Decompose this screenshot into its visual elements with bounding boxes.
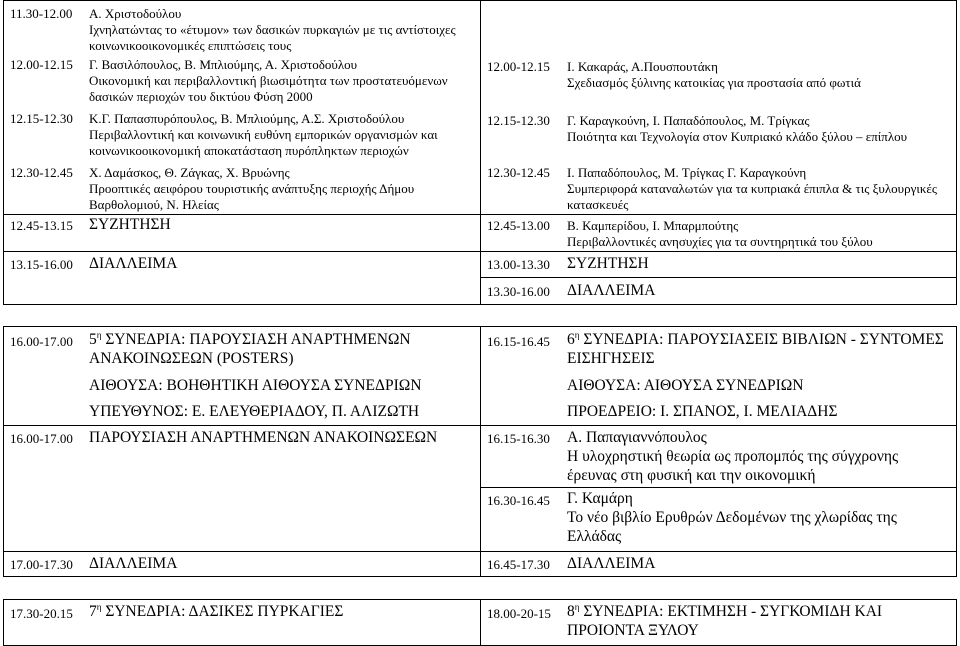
entry-b3-l2: Βαρθολομιού, Ν. Ηλείας (89, 197, 219, 212)
rule-v (3, 0, 4, 305)
rule-v (480, 214, 481, 252)
entry-l7-l2: έρευνας στη φυσική και την οικονομική (567, 467, 816, 484)
rule-v (480, 0, 481, 215)
discussion-label: ΣΥΖΗΤΗΣΗ (89, 216, 171, 233)
time-l9: 17.00-17.30 (10, 557, 73, 572)
time-b4: 12.00-12.15 (487, 59, 550, 74)
time-b7: 12.45-13.00 (487, 218, 550, 233)
rule-v (480, 252, 481, 305)
entry-b6-l1: Συμπεριφορά καταναλωτών για τα κυπριακά έπιπλα & τις ξυλουργικές (567, 181, 937, 196)
entry-b1-l2: δασικών περιοχών του δικτύου Φύση 2000 (89, 89, 313, 104)
entry-l7-l0: Α. Παπαγιαννόπουλος (567, 429, 707, 446)
entry-b7-l1: Περιβαλλοντικές ανησυχίες για τα συντηρητικά του ξύλου (567, 234, 873, 249)
entry-b2-l0: Κ.Γ. Παπασπυρόπουλος, Β. Μπλιούμης, Α.Σ. Χριστοδούλου (89, 111, 405, 126)
entry-b0-l2: κοινωνικοοικονομικές επιπτώσεις τους (89, 38, 292, 53)
entry-b5-l0: Γ. Καραγκούνη, Ι. Παπαδόπουλος, Μ. Τρίγκας (567, 113, 810, 128)
entry-l7-l1: Η υλοχρηστική θεωρία ως προπομπός της σύγχρονης (567, 448, 899, 465)
session-6-title-l2: ΕΙΣΗΓΗΣΕΙΣ (567, 350, 655, 367)
session-number: 8 (567, 603, 575, 620)
session-5-title-l2: ΑΝΑΚΟΙΝΩΣΕΩΝ (POSTERS) (89, 350, 294, 367)
time-l0: 12.45-13.15 (10, 218, 73, 233)
entry-b4-l1: Σχεδιασμός ξύλινης κατοικίας για προστασία από φωτιά (567, 75, 861, 90)
rule-v (480, 326, 481, 577)
entry-b7-l0: Β. Καμπερίδου, Ι. Μπαρμπούτης (567, 218, 739, 233)
break-label-2: ΔΙΑΛΛΕΙΜΑ (89, 555, 178, 572)
time-l1: 13.15-16.00 (10, 257, 73, 272)
break-label-3: ΔΙΑΛΛΕΙΜΑ (567, 555, 656, 572)
entry-l8-l1: Το νέο βιβλίο Ερυθρών Δεδομένων της χλωρίδας της (567, 509, 897, 526)
session-8-title (567, 603, 882, 622)
rule-v (956, 0, 957, 305)
time-b0: 11.30-12.00 (10, 6, 73, 21)
session-5-title (89, 331, 411, 350)
time-b1: 12.00-12.15 (10, 57, 73, 72)
session-number: 6 (567, 331, 575, 348)
rule-v (956, 326, 957, 577)
rule-h (3, 576, 957, 577)
ordinal-suffix: η (574, 601, 580, 612)
rule-v (480, 599, 481, 645)
rule-v (956, 599, 957, 645)
rule-h (480, 487, 957, 488)
poster-presentation: ΠΑΡΟΥΣΙΑΣΗ ΑΝΑΡΤΗΜΕΝΩΝ ΑΝΑΚΟΙΝΩΣΕΩΝ (89, 429, 438, 446)
entry-l8-l0: Γ. Καμάρη (567, 490, 633, 507)
time-b5: 12.15-12.30 (487, 113, 550, 128)
entry-b6-l0: Ι. Παπαδόπουλος, Μ. Τρίγκας Γ. Καραγκούνη (567, 165, 807, 180)
rule-h (3, 551, 957, 552)
time-l4: 16.00-17.00 (10, 334, 73, 349)
ordinal-suffix: η (574, 329, 580, 340)
entry-b3-l1: Προοπτικές αειφόρου τουριστικής ανάπτυξης περιοχής Δήμου (89, 181, 415, 196)
session-title-text: ΣΥΝΕΔΡΙΑ: ΕΚΤΙΜΗΣΗ - ΣΥΓΚΟΜΙΔΗ ΚΑΙ (583, 603, 883, 620)
rule-v (3, 326, 4, 577)
time-l6: 16.00-17.00 (10, 431, 73, 446)
rule-h (3, 0, 957, 1)
entry-b5-l1: Ποιότητα και Τεχνολογία στον Κυπριακό κλάδο ξύλου – επίπλου (567, 129, 908, 144)
time-b2: 12.15-12.30 (10, 111, 73, 126)
time-b6: 12.30-12.45 (487, 165, 550, 180)
entry-b3-l0: Χ. Δαμάσκος, Θ. Ζάγκας, Χ. Βρυώνης (89, 165, 290, 180)
entry-b6-l2: κατασκευές (567, 197, 629, 212)
session-title-text: ΣΥΝΕΔΡΙΑ: ΔΑΣΙΚΕΣ ΠΥΡΚΑΓΙΕΣ (105, 603, 344, 620)
time-l7: 16.15-16.30 (487, 431, 550, 446)
rule-h (480, 277, 957, 278)
entry-b1-l0: Γ. Βασιλόπουλος, Β. Μπλιούμης, Α. Χριστοδούλου (89, 57, 358, 72)
discussion-label-right: ΣΥΖΗΤΗΣΗ (567, 255, 649, 272)
session-5-room: ΑΙΘΟΥΣΑ: ΒΟΗΘΗΤΙΚΗ ΑΙΘΟΥΣΑ ΣΥΝΕΔΡΙΩΝ (89, 377, 422, 394)
break-label: ΔΙΑΛΛΕΙΜΑ (89, 255, 178, 272)
time-l11: 17.30-20.15 (10, 606, 73, 621)
break-label-right: ΔΙΑΛΛΕΙΜΑ (567, 282, 656, 299)
time-b3: 12.30-12.45 (10, 165, 73, 180)
entry-b0-l1: Ιχνηλατώντας το «έτυμον» των δασικών πυρκαγιών με τις αντίστοιχες (89, 22, 456, 37)
session-8-title-l2: ΠΡΟΙΟΝΤΑ ΞΥΛΟΥ (567, 622, 699, 639)
time-l10: 16.45-17.30 (487, 557, 550, 572)
session-6-chair: ΠΡΟΕΔΡΕΙΟ: Ι. ΣΠΑΝΟΣ, Ι. ΜΕΛΙΑΔΗΣ (567, 403, 838, 420)
time-l3: 13.30-16.00 (487, 284, 550, 299)
time-l5: 16.15-16.45 (487, 334, 550, 349)
session-number: 5 (89, 331, 97, 348)
session-6-room: ΑΙΘΟΥΣΑ: ΑΙΘΟΥΣΑ ΣΥΝΕΔΡΙΩΝ (567, 377, 804, 394)
entry-b4-l0: Ι. Κακαράς, Α.Πουσπουτάκη (567, 59, 718, 74)
time-l12: 18.00-20-15 (487, 606, 551, 621)
entry-b1-l1: Οικονομική και περιβαλλοντική βιωσιμότητα των προστατευόμενων (89, 73, 448, 88)
session-7-title (89, 603, 343, 622)
entry-b0-l0: Α. Χριστοδούλου (89, 6, 182, 21)
session-title-text: ΣΥΝΕΔΡΙΑ: ΠΑΡΟΥΣΙΑΣΕΙΣ ΒΙΒΛΙΩΝ - ΣΥΝΤΟΜΕΣ (583, 331, 944, 348)
ordinal-suffix: η (96, 601, 102, 612)
session-title-text: ΣΥΝΕΔΡΙΑ: ΠΑΡΟΥΣΙΑΣΗ ΑΝΑΡΤΗΜΕΝΩΝ (105, 331, 411, 348)
entry-b2-l1: Περιβαλλοντική και κοινωνική ευθύνη εμπορικών οργανισμών και (89, 127, 438, 142)
session-number: 7 (89, 603, 97, 620)
entry-b2-l2: κοινωνικοοικονομική αποκατάσταση πυρόπληκτων περιοχών (89, 143, 409, 158)
entry-l8-l2: Ελλάδας (567, 528, 622, 545)
rule-v (3, 599, 4, 645)
session-6-title (567, 331, 944, 350)
time-l2: 13.00-13.30 (487, 257, 550, 272)
rule-h (3, 425, 957, 426)
ordinal-suffix: η (96, 329, 102, 340)
session-5-chair: ΥΠΕΥΘΥΝΟΣ: Ε. ΕΛΕΥΘΕΡΙΑΔΟΥ, Π. ΑΛΙΖΩΤΗ (89, 403, 420, 420)
time-l8: 16.30-16.45 (487, 493, 550, 508)
